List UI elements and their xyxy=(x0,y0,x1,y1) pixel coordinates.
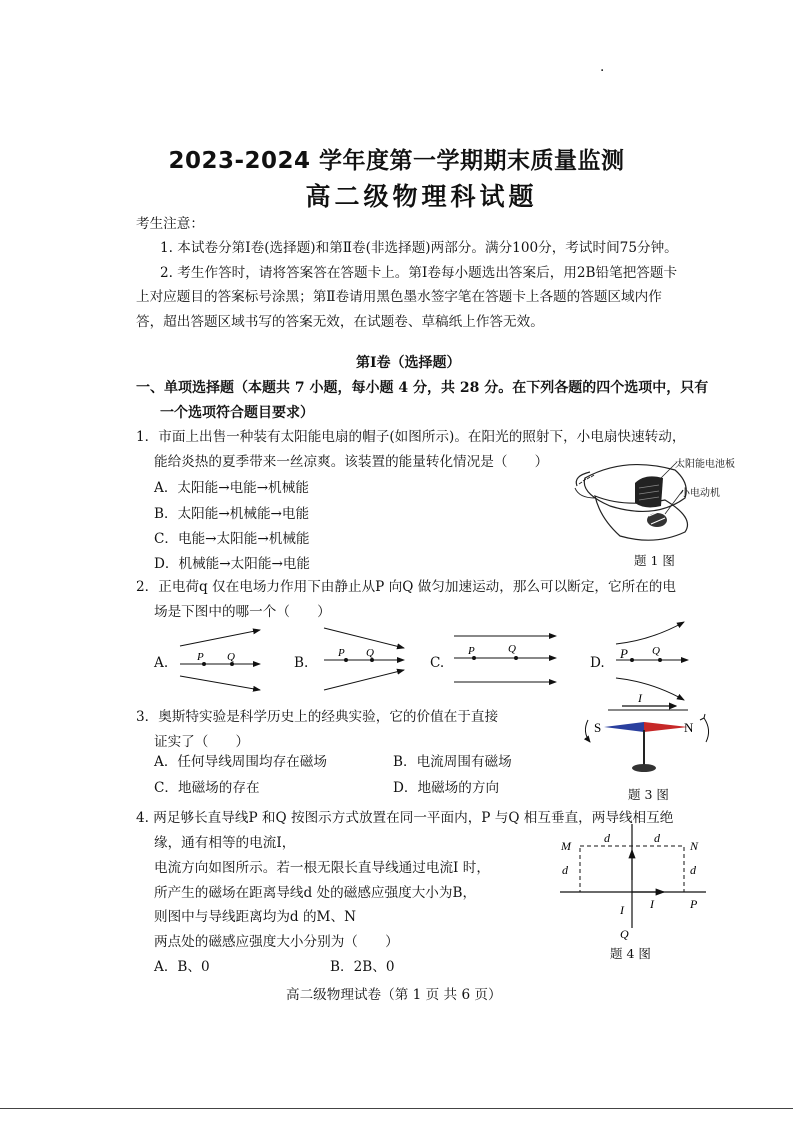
q4-stem-line-3: 电流方向如图所示。若一根无限长直导线通过电流I 时， xyxy=(154,860,490,876)
q3-fig-north-label: N xyxy=(684,720,694,735)
page-footer: 高二级物理试卷（第 1 页 共 6 页） xyxy=(286,987,502,1003)
q3-figure-oersted xyxy=(578,690,718,782)
q4-fig-q-label: Q xyxy=(620,927,629,941)
section-heading-line-1: 一、单项选择题（本题共 7 小题，每小题 4 分，共 28 分。在下列各题的四个选项中，只有 xyxy=(136,380,709,396)
q2-option-d-label: D. xyxy=(590,655,605,671)
q1-option-c: C．电能→太阳能→机械能 xyxy=(154,531,310,547)
q4-figure-wires xyxy=(556,820,716,944)
q2-a-q-label: Q xyxy=(227,651,235,663)
q2-c-q-label: Q xyxy=(508,643,516,655)
q3-option-c: C．地磁场的存在 xyxy=(154,780,260,796)
q3-option-d: D．地磁场的方向 xyxy=(393,780,500,796)
q1-stem-line-2: 能给炎热的夏季带来一丝凉爽。该装置的能量转化情况是（ ） xyxy=(154,454,549,470)
q2-b-q-label: Q xyxy=(366,647,374,659)
notice-item-2-line-3: 答，超出答题区域书写的答案无效，在试题卷、草稿纸上作答无效。 xyxy=(136,314,544,330)
q4-fig-n-label: N xyxy=(690,839,699,853)
q2-a-p-label: P xyxy=(197,651,204,663)
q4-stem-line-4: 所产生的磁场在距离导线d 处的磁感应强度大小为B， xyxy=(154,885,477,901)
q2-option-c-field-diagram xyxy=(452,628,562,688)
q3-figure-caption: 题 3 图 xyxy=(628,787,669,802)
section-heading-line-2: 一个选项符合题目要求） xyxy=(160,405,314,421)
corner-dot: . xyxy=(600,59,605,75)
q4-stem-line-5: 则图中与导线距离均为d 的M、N xyxy=(154,909,356,925)
q2-b-p-label: P xyxy=(338,647,345,659)
q3-stem-line-1: 3．奥斯特实验是科学历史上的经典实验，它的价值在于直接 xyxy=(136,709,499,725)
exam-subtitle: 高二级物理科试题 xyxy=(305,182,538,211)
q4-fig-d-top-left: d xyxy=(604,831,610,845)
q3-option-a: A．任何导线周围均存在磁场 xyxy=(154,754,327,770)
q2-stem-line-2: 场是下图中的哪一个（ ） xyxy=(154,604,331,620)
q1-stem-line-1: 1．市面上出售一种装有太阳能电扇的帽子(如图所示)。在阳光的照射下，小电扇快速转动， xyxy=(136,429,686,445)
q2-d-q-label: Q xyxy=(652,645,660,657)
q4-fig-p-label: P xyxy=(690,897,698,911)
q4-stem-line-6: 两点处的磁感应强度大小分别为（ ） xyxy=(154,934,399,950)
q2-d-p-label: P xyxy=(620,646,628,661)
q4-stem-line-2: 缘，通有相等的电流I， xyxy=(154,835,296,851)
q1-option-a: A．太阳能→电能→机械能 xyxy=(154,480,309,496)
q4-fig-d-right: d xyxy=(690,863,696,877)
q1-figure-label-solar-panel: 太阳能电池板 xyxy=(675,459,735,470)
q4-fig-d-left: d xyxy=(562,863,568,877)
q2-option-b-field-diagram xyxy=(320,624,410,694)
q4-stem-line-1: 4. 两足够长直导线P 和Q 按图示方式放置在同一平面内，P 与Q 相互垂直，两导线相互绝 xyxy=(136,810,674,826)
q1-option-d: D．机械能→太阳能→电能 xyxy=(154,556,311,572)
q2-option-b-label: B. xyxy=(294,655,309,671)
q4-option-a: A．B、0 xyxy=(154,959,210,975)
q3-stem-line-2: 证实了（ ） xyxy=(154,734,250,750)
q3-option-b: B．电流周围有磁场 xyxy=(393,754,512,770)
notice-item-2-line-1: 2. 考生作答时，请将答案答在答题卡上。第Ⅰ卷每小题选出答案后，用2B铅笔把答题卡 xyxy=(160,265,678,281)
q1-option-b: B．太阳能→机械能→电能 xyxy=(154,506,310,522)
q2-stem-line-1: 2．正电荷q 仅在电场力作用下由静止从P 向Q 做匀加速运动，那么可以断定，它所在的电 xyxy=(136,579,676,595)
q2-option-c-label: C. xyxy=(430,655,445,671)
q4-fig-m-label: M xyxy=(561,839,571,853)
q3-fig-south-label: S xyxy=(594,720,602,735)
part-title: 第Ⅰ卷（选择题） xyxy=(356,355,461,371)
q1-figure-label-motor: 小电动机 xyxy=(680,488,720,499)
page-bottom-rule xyxy=(0,1108,793,1109)
q4-figure-caption: 题 4 图 xyxy=(610,946,651,961)
q2-option-a-label: A. xyxy=(154,655,169,671)
q4-option-b: B．2B、0 xyxy=(330,959,395,975)
exam-title: 2023-2024 学年度第一学期期末质量监测 xyxy=(168,148,625,174)
q4-fig-current-q: I xyxy=(620,903,624,917)
q3-fig-current-label: I xyxy=(638,691,642,705)
q4-fig-current-p: I xyxy=(650,897,654,911)
q2-c-p-label: P xyxy=(468,645,475,657)
notice-item-2-line-2: 上对应题目的答案标号涂黑；第Ⅱ卷请用黑色墨水签字笔在答题卡上各题的答题区域内作 xyxy=(136,289,662,305)
q2-option-a-field-diagram xyxy=(176,626,266,692)
notice-item-1: 1. 本试卷分第Ⅰ卷(选择题)和第Ⅱ卷(非选择题)两部分。满分100分，考试时间75分钟。 xyxy=(160,240,678,256)
q1-figure-caption: 题 1 图 xyxy=(634,553,675,568)
q4-fig-d-top-right: d xyxy=(654,831,660,845)
notice-heading: 考生注意： xyxy=(136,216,204,232)
